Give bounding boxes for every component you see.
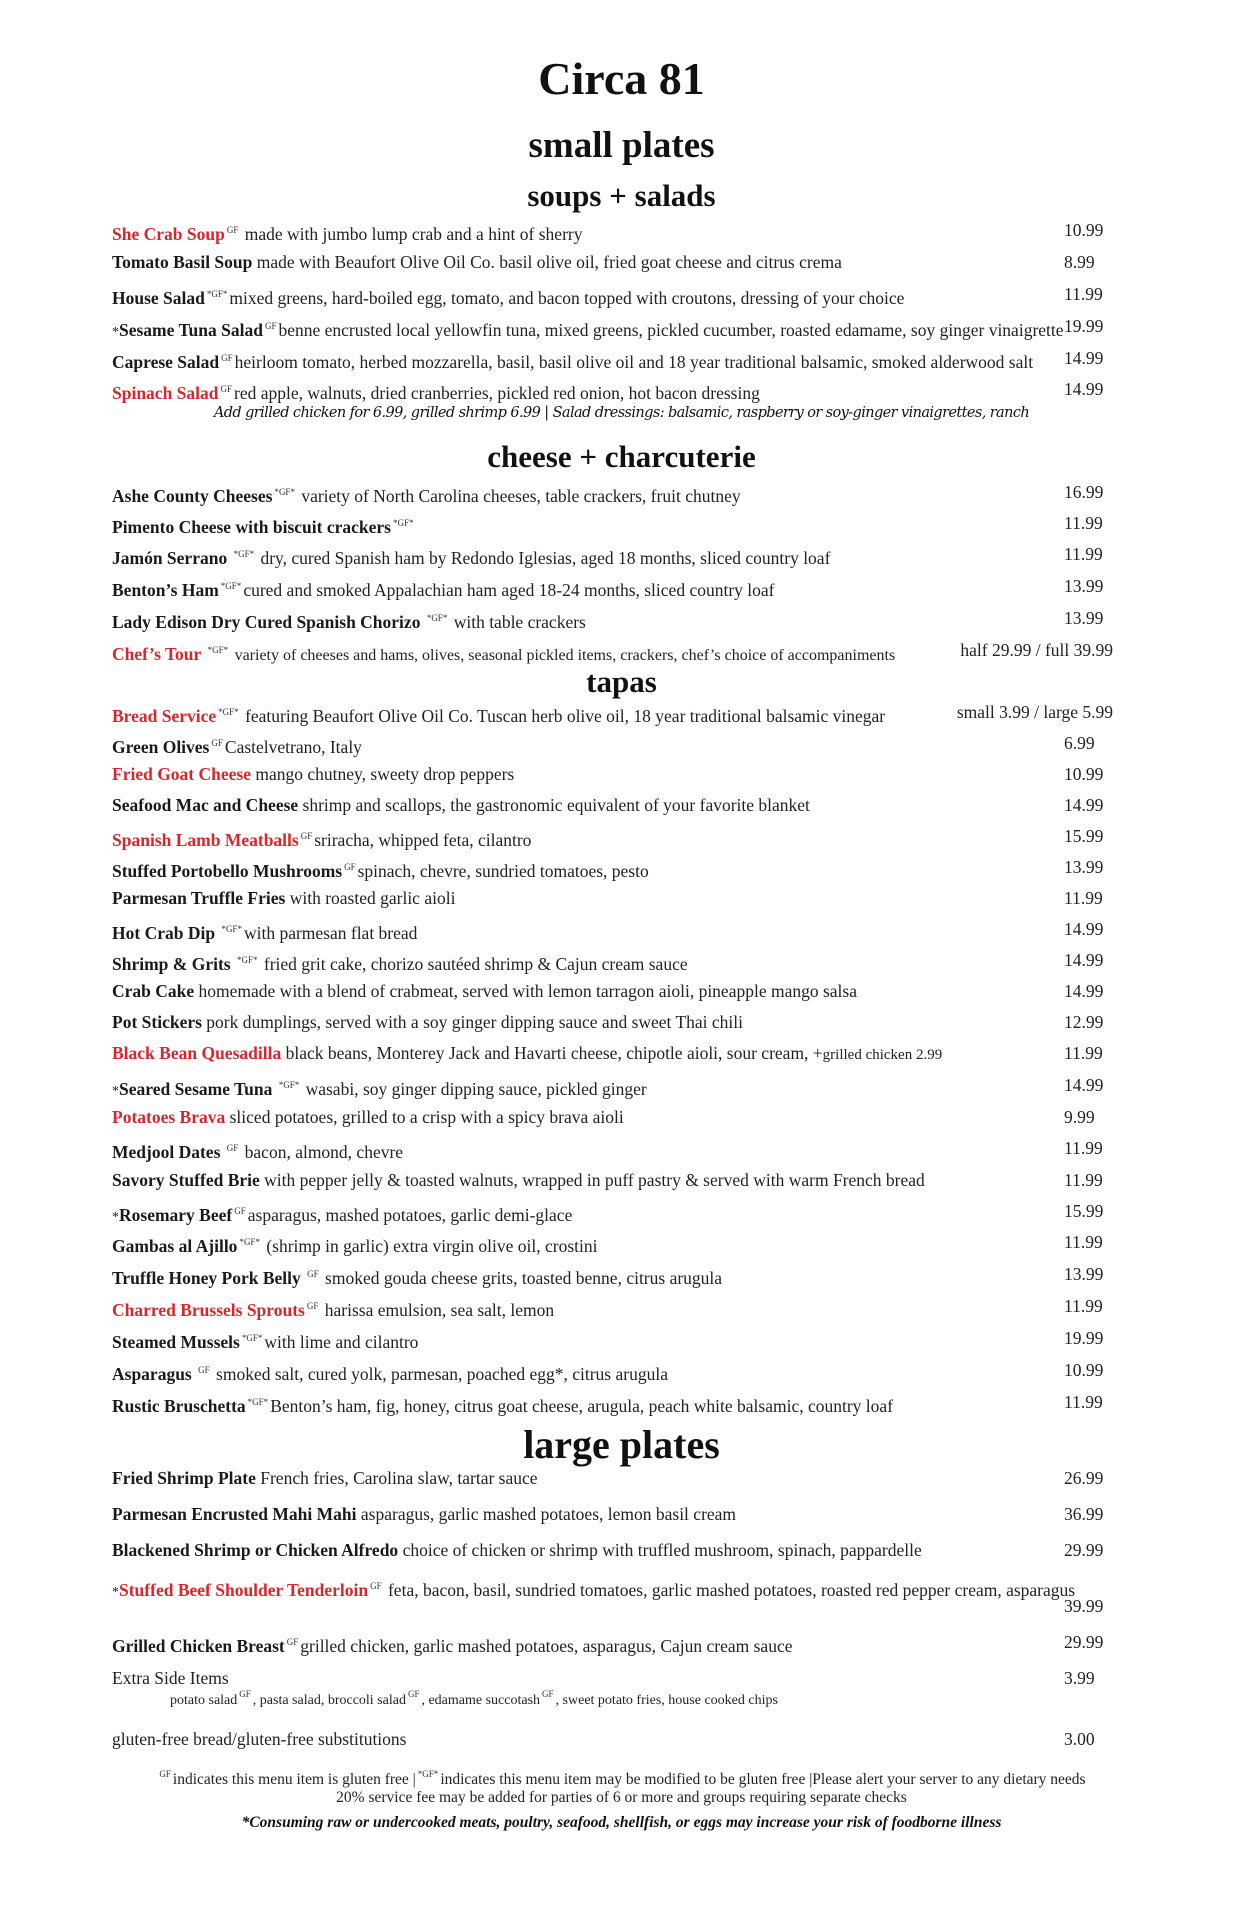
item-name: House Salad — [112, 288, 205, 308]
item-desc: pork dumplings, served with a soy ginger dipping sauce and sweet Thai chili — [206, 1012, 744, 1032]
menu-item — [112, 481, 741, 507]
gf-mark: GF — [226, 1143, 239, 1153]
menu-item — [112, 315, 1064, 344]
item-price: 14.99 — [1064, 919, 1104, 939]
menu-item — [112, 918, 417, 944]
item-price: 14.99 — [1064, 950, 1104, 970]
menu-item — [112, 1011, 743, 1033]
item-name: Ashe County Cheeses — [112, 486, 273, 506]
item-desc: mango chutney, sweety drop peppers — [255, 764, 515, 784]
menu-item — [112, 1074, 647, 1103]
gf-modifiable-mark: *GF* — [207, 645, 229, 655]
item-name: Chef’s Tour — [112, 644, 202, 664]
item-price: 11.99 — [1064, 888, 1103, 908]
item-name: Black Bean Quesadilla — [112, 1043, 282, 1063]
item-price: 19.99 — [1064, 316, 1104, 336]
gf-mark: GF — [234, 1206, 246, 1216]
item-name: Steamed Mussels — [112, 1332, 240, 1352]
item-price: 14.99 — [1064, 1075, 1104, 1095]
item-desc: asparagus, mashed potatoes, garlic demi-glace — [247, 1205, 573, 1225]
item-price: 6.99 — [1064, 733, 1095, 753]
item-desc: wasabi, soy ginger dipping sauce, pickled ginger — [305, 1079, 647, 1099]
menu-item — [112, 283, 904, 309]
item-price: 14.99 — [1064, 348, 1104, 368]
item-price: 26.99 — [1064, 1468, 1104, 1488]
item-price: 10.99 — [1064, 220, 1104, 240]
item-name: Spinach Salad — [112, 383, 219, 403]
menu-item — [112, 543, 830, 569]
item-name: Sesame Tuna Salad — [119, 320, 263, 340]
gf-mark: GF — [211, 738, 223, 748]
item-name: Truffle Honey Pork Belly — [112, 1268, 301, 1288]
salad-note: Add grilled chicken for 6.99, grilled shrimp 6.99 | Salad dressings: balsamic, raspberry or soy-ginger vinaigrettes, ranch — [213, 405, 1030, 421]
item-desc: Benton’s ham, fig, honey, citrus goat cheese, arugula, peach white balsamic, country loaf — [270, 1396, 894, 1416]
item-name: Fried Shrimp Plate — [112, 1468, 256, 1488]
item-desc: black beans, Monterey Jack and Havarti cheese, chipotle aioli, sour cream, + — [285, 1043, 823, 1063]
item-desc: benne encrusted local yellowfin tuna, mixed greens, pickled cucumber, roasted edamame, soy ginger vinaigrette — [278, 320, 1064, 340]
raw-asterisk: * — [112, 325, 119, 340]
item-desc: grilled chicken, garlic mashed potatoes, asparagus, Cajun cream sauce — [300, 1636, 793, 1656]
menu-item — [112, 1503, 736, 1525]
item-price: 15.99 — [1064, 826, 1104, 846]
raw-asterisk: * — [112, 1210, 119, 1225]
section-large-plates: large plates — [523, 1422, 720, 1467]
item-desc: spinach, chevre, sundried tomatoes, pesto — [357, 861, 649, 881]
item-name: Crab Cake — [112, 981, 195, 1001]
menu-item — [112, 1137, 403, 1163]
gf-mark: GF — [239, 1689, 251, 1699]
item-desc: made with jumbo lump crab and a hint of sherry — [244, 224, 583, 244]
item-desc: homemade with a blend of crabmeat, served with lemon tarragon aioli, pineapple mango salsa — [198, 981, 857, 1001]
footer-gf-legend — [0, 1769, 1243, 1789]
item-name: Stuffed Beef Shoulder Tenderloin — [119, 1580, 369, 1600]
item-desc: choice of chicken or shrimp with truffled mushroom, spinach, pappardelle — [402, 1540, 922, 1560]
item-price: 13.99 — [1064, 1264, 1104, 1284]
item-desc: with table crackers — [453, 612, 586, 632]
item-price: 11.99 — [1064, 1138, 1103, 1158]
item-name: Rosemary Beef — [119, 1205, 233, 1225]
menu-item — [112, 1295, 554, 1321]
item-price: 9.99 — [1064, 1107, 1095, 1127]
side-item: potato salad — [170, 1693, 238, 1708]
item-name: Benton’s Ham — [112, 580, 219, 600]
item-name: Tomato Basil Soup — [112, 252, 253, 272]
menu-item — [112, 1575, 1075, 1604]
menu-item — [112, 1539, 922, 1561]
item-name: Bread Service — [112, 706, 217, 726]
menu-item — [112, 1169, 925, 1191]
menu-item — [112, 887, 455, 909]
gf-mark: GF — [286, 1637, 299, 1647]
item-price: small 3.99 / large 5.99 — [956, 702, 1113, 722]
gf-modifiable-mark: *GF* — [247, 1397, 269, 1407]
extra-sides-title: Extra Side Items — [112, 1668, 229, 1688]
item-name: Gambas al Ajillo — [112, 1236, 238, 1256]
gf-modifiable-mark: *GF* — [278, 1080, 300, 1090]
footer-consumer-warning: *Consuming raw or undercooked meats, poultry, seafood, shellfish, or eggs may increase your risk of foodborne illness — [241, 1814, 1002, 1831]
item-name: Parmesan Truffle Fries — [112, 888, 286, 908]
item-price: 29.99 — [1064, 1540, 1104, 1560]
side-item: , pasta salad, broccoli salad — [252, 1693, 406, 1708]
item-price: 15.99 — [1064, 1201, 1104, 1221]
gf-mark: GF — [198, 1365, 210, 1375]
item-price: 13.99 — [1064, 608, 1104, 628]
item-name: Savory Stuffed Brie — [112, 1170, 260, 1190]
menu-item — [112, 763, 514, 785]
menu-item — [112, 1106, 624, 1128]
menu-item — [112, 1200, 572, 1229]
item-name: Asparagus — [112, 1364, 192, 1384]
item-name: Stuffed Portobello Mushrooms — [112, 861, 343, 881]
gf-mark: GF — [220, 384, 233, 394]
item-desc: smoked gouda cheese grits, toasted benne, citrus arugula — [325, 1268, 723, 1288]
menu-item — [112, 378, 760, 404]
item-name: Hot Crab Dip — [112, 923, 216, 943]
menu-item — [112, 1631, 793, 1657]
menu-item — [112, 347, 1033, 373]
side-item: , sweet potato fries, house cooked chips — [555, 1693, 778, 1708]
item-price: 10.99 — [1064, 1360, 1104, 1380]
gf-mark: GF — [307, 1269, 319, 1279]
gf-mark: GF — [221, 353, 233, 363]
item-price: 16.99 — [1064, 482, 1104, 502]
item-price: 11.99 — [1064, 1170, 1103, 1190]
item-price: 8.99 — [1064, 252, 1095, 272]
item-desc: asparagus, garlic mashed potatoes, lemon basil cream — [360, 1504, 737, 1524]
item-desc: harissa emulsion, sea salt, lemon — [324, 1300, 555, 1320]
menu-item — [112, 825, 531, 851]
menu-item — [112, 1359, 668, 1385]
item-price: 14.99 — [1064, 379, 1104, 399]
gf-mark: GF — [226, 225, 239, 235]
menu-item — [112, 512, 416, 538]
item-desc: sliced potatoes, grilled to a crisp with a spicy brava aioli — [229, 1107, 624, 1127]
menu-item — [112, 1391, 893, 1417]
menu-item — [112, 639, 895, 667]
item-name: Medjool Dates — [112, 1142, 221, 1162]
menu-item — [112, 701, 885, 727]
item-desc: smoked salt, cured yolk, parmesan, poached egg*, citrus arugula — [216, 1364, 668, 1384]
gf-modifiable-mark: *GF* — [206, 289, 228, 299]
item-name: She Crab Soup — [112, 224, 225, 244]
item-desc: French fries, Carolina slaw, tartar sauce — [260, 1468, 538, 1488]
item-desc: with parmesan flat bread — [243, 923, 418, 943]
footer-gf-text: indicates this menu item is gluten free | — [172, 1771, 416, 1788]
item-name: Spanish Lamb Meatballs — [112, 830, 299, 850]
gf-modifiable-mark: *GF* — [233, 549, 255, 559]
item-desc: with pepper jelly & toasted walnuts, wrapped in puff pastry & served with warm French bread — [264, 1170, 925, 1190]
item-desc: featuring Beaufort Olive Oil Co. Tuscan herb olive oil, 18 year traditional balsamic vinegar — [245, 706, 886, 726]
menu-item — [112, 575, 774, 601]
item-price: 13.99 — [1064, 576, 1104, 596]
item-price: 13.99 — [1064, 857, 1104, 877]
menu-item — [112, 856, 649, 882]
item-desc: Castelvetrano, Italy — [224, 737, 362, 757]
gf-modifiable-mark: *GF* — [274, 487, 295, 497]
section-cheese-charcuterie: cheese + charcuterie — [487, 439, 756, 474]
item-price: 11.99 — [1064, 1043, 1103, 1063]
menu-item — [112, 1231, 597, 1257]
menu-item — [112, 1263, 722, 1289]
gf-modifiable-mark: *GF* — [392, 518, 414, 528]
gf-mark: GF — [370, 1581, 382, 1591]
menu-item — [112, 732, 362, 758]
item-price: half 29.99 / full 39.99 — [960, 640, 1113, 660]
gf-mark: GF — [264, 321, 277, 331]
gf-modifiable-mark: *GF* — [221, 924, 242, 934]
item-desc: cured and smoked Appalachian ham aged 18-24 months, sliced country loaf — [243, 580, 775, 600]
restaurant-title: Circa 81 — [538, 53, 705, 104]
menu-item — [112, 794, 810, 816]
gf-modifiable-mark: *GF* — [241, 1333, 263, 1343]
side-item: , edamame succotash — [421, 1693, 541, 1708]
item-desc: heirloom tomato, herbed mozzarella, basil, basil olive oil and 18 year traditional balsamic, smoked alderwood salt — [234, 352, 1034, 372]
item-name: Shrimp & Grits — [112, 954, 231, 974]
item-name: Seafood Mac and Cheese — [112, 795, 299, 815]
gf-modifiable-mark: *GF* — [239, 1237, 260, 1247]
gf-mark: GF — [159, 1769, 171, 1779]
item-price: 19.99 — [1064, 1328, 1104, 1348]
gf-modifiable-mark: *GF* — [220, 581, 242, 591]
item-price: 36.99 — [1064, 1504, 1104, 1524]
item-desc: variety of North Carolina cheeses, table crackers, fruit chutney — [301, 486, 741, 506]
item-extra: grilled chicken 2.99 — [822, 1047, 943, 1063]
item-price: 12.99 — [1064, 1012, 1104, 1032]
item-desc: with lime and cilantro — [264, 1332, 419, 1352]
item-price: 11.99 — [1064, 513, 1103, 533]
menu-item — [112, 949, 688, 975]
item-name: Charred Brussels Sprouts — [112, 1300, 305, 1320]
item-name: Seared Sesame Tuna — [119, 1079, 273, 1099]
item-price: 14.99 — [1064, 795, 1104, 815]
gf-mark: GF — [306, 1301, 319, 1311]
item-name: Pimento Cheese with biscuit crackers — [112, 517, 391, 537]
menu-item — [112, 251, 842, 273]
gf-modifiable-mark: *GF* — [218, 707, 239, 717]
gluten-free-price: 3.00 — [1064, 1729, 1095, 1749]
gf-mark: GF — [542, 1689, 554, 1699]
item-name: Pot Stickers — [112, 1012, 202, 1032]
item-desc: mixed greens, hard-boiled egg, tomato, and bacon topped with croutons, dressing of your choice — [229, 288, 905, 308]
item-desc: dry, cured Spanish ham by Redondo Iglesias, aged 18 months, sliced country loaf — [260, 548, 831, 568]
gluten-free-label: gluten-free bread/gluten-free substitutions — [112, 1729, 407, 1749]
item-name: Lady Edison Dry Cured Spanish Chorizo — [112, 612, 421, 632]
item-desc: red apple, walnuts, dried cranberries, pickled red onion, hot bacon dressing — [234, 383, 760, 403]
item-name: Parmesan Encrusted Mahi Mahi — [112, 1504, 357, 1524]
gluten-free-row — [112, 1728, 406, 1750]
item-price: 10.99 — [1064, 764, 1104, 784]
extra-sides-label — [112, 1667, 229, 1689]
gf-mark: GF — [407, 1689, 420, 1699]
item-name: Blackened Shrimp or Chicken Alfredo — [112, 1540, 399, 1560]
raw-asterisk: * — [112, 1084, 119, 1099]
item-price: 11.99 — [1064, 1296, 1103, 1316]
item-price: 29.99 — [1064, 1632, 1104, 1652]
item-price: 14.99 — [1064, 981, 1104, 1001]
item-desc: made with Beaufort Olive Oil Co. basil olive oil, fried goat cheese and citrus crema — [256, 252, 842, 272]
menu-item — [112, 1042, 942, 1066]
extra-sides-list — [170, 1689, 778, 1709]
item-desc: bacon, almond, chevre — [244, 1142, 404, 1162]
item-name: Potatoes Brava — [112, 1107, 226, 1127]
item-desc: shrimp and scallops, the gastronomic equivalent of your favorite blanket — [302, 795, 810, 815]
section-small-plates: small plates — [528, 125, 715, 166]
item-price: 39.99 — [1064, 1596, 1104, 1616]
item-price: 11.99 — [1064, 1392, 1103, 1412]
gf-mark: GF — [344, 862, 356, 872]
item-name: Rustic Bruschetta — [112, 1396, 246, 1416]
item-name: Caprese Salad — [112, 352, 220, 372]
raw-asterisk: * — [112, 1585, 119, 1600]
section-tapas: tapas — [586, 664, 657, 699]
item-name: Fried Goat Cheese — [112, 764, 251, 784]
menu-item — [112, 1467, 538, 1489]
item-desc: (shrimp in garlic) extra virgin olive oil, crostini — [266, 1236, 598, 1256]
gf-modifiable-mark: *GF* — [417, 1769, 439, 1779]
item-desc: fried grit cake, chorizo sautéed shrimp & Cajun cream sauce — [263, 954, 688, 974]
item-price: 11.99 — [1064, 544, 1103, 564]
menu-item — [112, 607, 586, 633]
item-desc: variety of cheeses and hams, olives, seasonal pickled items, crackers, chef’s choice of accompaniments — [234, 647, 896, 664]
menu-item — [112, 980, 857, 1002]
item-price: 11.99 — [1064, 284, 1103, 304]
item-desc: sriracha, whipped feta, cilantro — [314, 830, 532, 850]
item-name: Grilled Chicken Breast — [112, 1636, 285, 1656]
item-price: 11.99 — [1064, 1232, 1103, 1252]
item-desc: with roasted garlic aioli — [289, 888, 456, 908]
gf-modifiable-mark: *GF* — [426, 613, 448, 623]
gf-mark: GF — [300, 831, 313, 841]
item-desc: feta, bacon, basil, sundried tomatoes, garlic mashed potatoes, roasted red pepper cream, asparagus — [387, 1580, 1076, 1600]
menu-item — [112, 219, 582, 245]
item-name: Green Olives — [112, 737, 210, 757]
menu-item — [112, 1327, 418, 1353]
item-name: Jamón Serrano — [112, 548, 228, 568]
extra-sides-price: 3.99 — [1064, 1668, 1095, 1688]
section-soups-salads: soups + salads — [527, 178, 716, 213]
footer-gf-mod-text: indicates this menu item may be modified to be gluten free |Please alert your server to any dietary needs — [440, 1771, 1086, 1788]
footer-service-fee: 20% service fee may be added for parties of 6 or more and groups requiring separate checks — [336, 1789, 907, 1806]
gf-modifiable-mark: *GF* — [237, 955, 258, 965]
